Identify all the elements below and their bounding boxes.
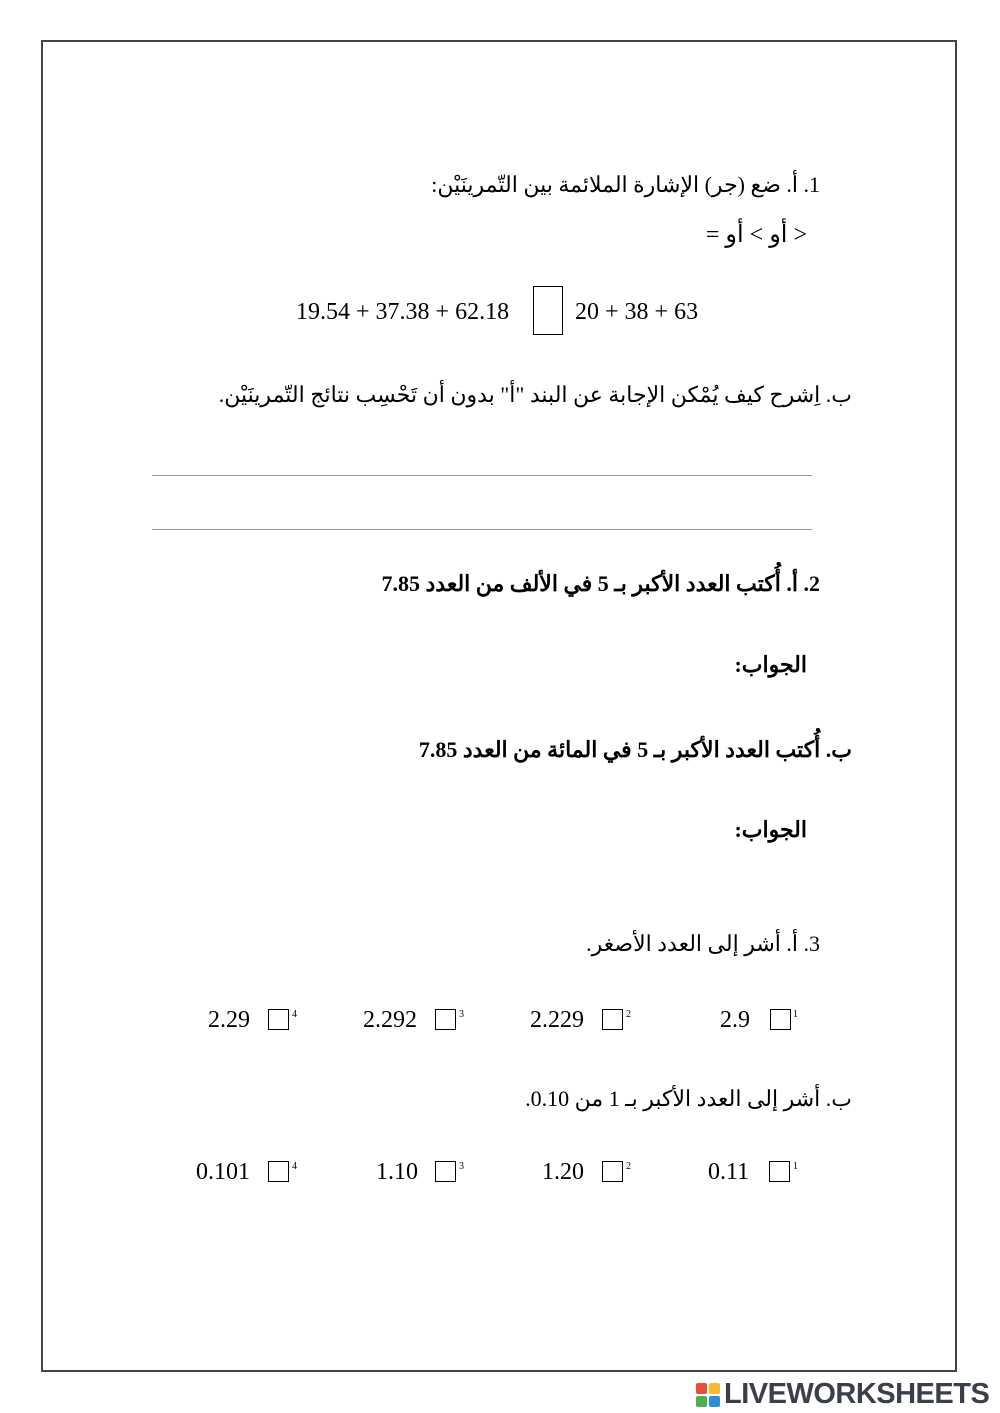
- q1-symbols: < أو > أو =: [705, 222, 807, 248]
- q2-answer-label-a: الجواب:: [734, 652, 807, 677]
- liveworksheets-wordmark: LIVEWORKSHEETS: [724, 1378, 990, 1410]
- q1-answer-line-2[interactable]: [152, 529, 812, 530]
- q3a-option-3-index: 3: [459, 1009, 464, 1020]
- q1-exercise-left: 19.54 + 37.38 + 62.18: [296, 299, 510, 325]
- q3b-option-1-index: 1: [793, 1161, 798, 1172]
- q3b-option-4-index: 4: [292, 1161, 297, 1172]
- q3b-option-4-checkbox[interactable]: [268, 1161, 289, 1182]
- q3b-option-1-checkbox[interactable]: [769, 1161, 790, 1182]
- q3b-option-2-checkbox[interactable]: [602, 1161, 623, 1182]
- q3a-option-1-value: 2.9: [720, 1007, 750, 1033]
- q2-part-b: ب. أُكتب العدد الأكبر بـ 5 في المائة من العدد 7.85: [418, 737, 852, 762]
- q3a-option-4-checkbox[interactable]: [268, 1009, 289, 1030]
- q1-part-b: ب. اِشرح كيف يُمْكن الإجابة عن البند "أ" بدون أن تَحْسِب نتائج التّمرينَيْن.: [218, 382, 852, 407]
- liveworksheets-blocks-icon: [696, 1383, 720, 1407]
- q3b-option-2-value: 1.20: [542, 1159, 584, 1185]
- q3a-option-2-checkbox[interactable]: [602, 1009, 623, 1030]
- q3-part-b: ب. أشر إلى العدد الأكبر بـ 1 من 0.10.: [525, 1086, 852, 1111]
- q3a-option-1-checkbox[interactable]: [770, 1009, 791, 1030]
- q1-answer-line-1[interactable]: [152, 475, 812, 476]
- q2-part-a: 2. أ. أُكتب العدد الأكبر بـ 5 في الألف من العدد 7.85: [381, 571, 820, 596]
- q3b-option-3-index: 3: [459, 1161, 464, 1172]
- q1-part-a-heading: 1. أ. ضع (جر) الإشارة الملائمة بين التّمرينَيْن:: [431, 172, 820, 197]
- worksheet-frame: [41, 40, 957, 1372]
- q3b-option-1-value: 0.11: [708, 1159, 750, 1185]
- q3a-option-2-value: 2.229: [530, 1007, 584, 1033]
- q3a-option-3-value: 2.292: [363, 1007, 417, 1033]
- q3a-option-4-value: 2.29: [208, 1007, 250, 1033]
- q1-comparison-drop-box[interactable]: [533, 286, 563, 335]
- q3b-option-4-value: 0.101: [196, 1159, 250, 1185]
- q3b-option-2-index: 2: [626, 1161, 631, 1172]
- q3a-option-2-index: 2: [626, 1009, 631, 1020]
- q3b-option-3-checkbox[interactable]: [435, 1161, 456, 1182]
- q3a-option-3-checkbox[interactable]: [435, 1009, 456, 1030]
- q3a-option-4-index: 4: [292, 1009, 297, 1020]
- q3b-option-3-value: 1.10: [376, 1159, 418, 1185]
- q3a-option-1-index: 1: [793, 1009, 798, 1020]
- q3-part-a: 3. أ. أشر إلى العدد الأصغر.: [586, 931, 820, 956]
- q2-answer-label-b: الجواب:: [734, 817, 807, 842]
- q1-exercise-right: 20 + 38 + 63: [575, 299, 699, 325]
